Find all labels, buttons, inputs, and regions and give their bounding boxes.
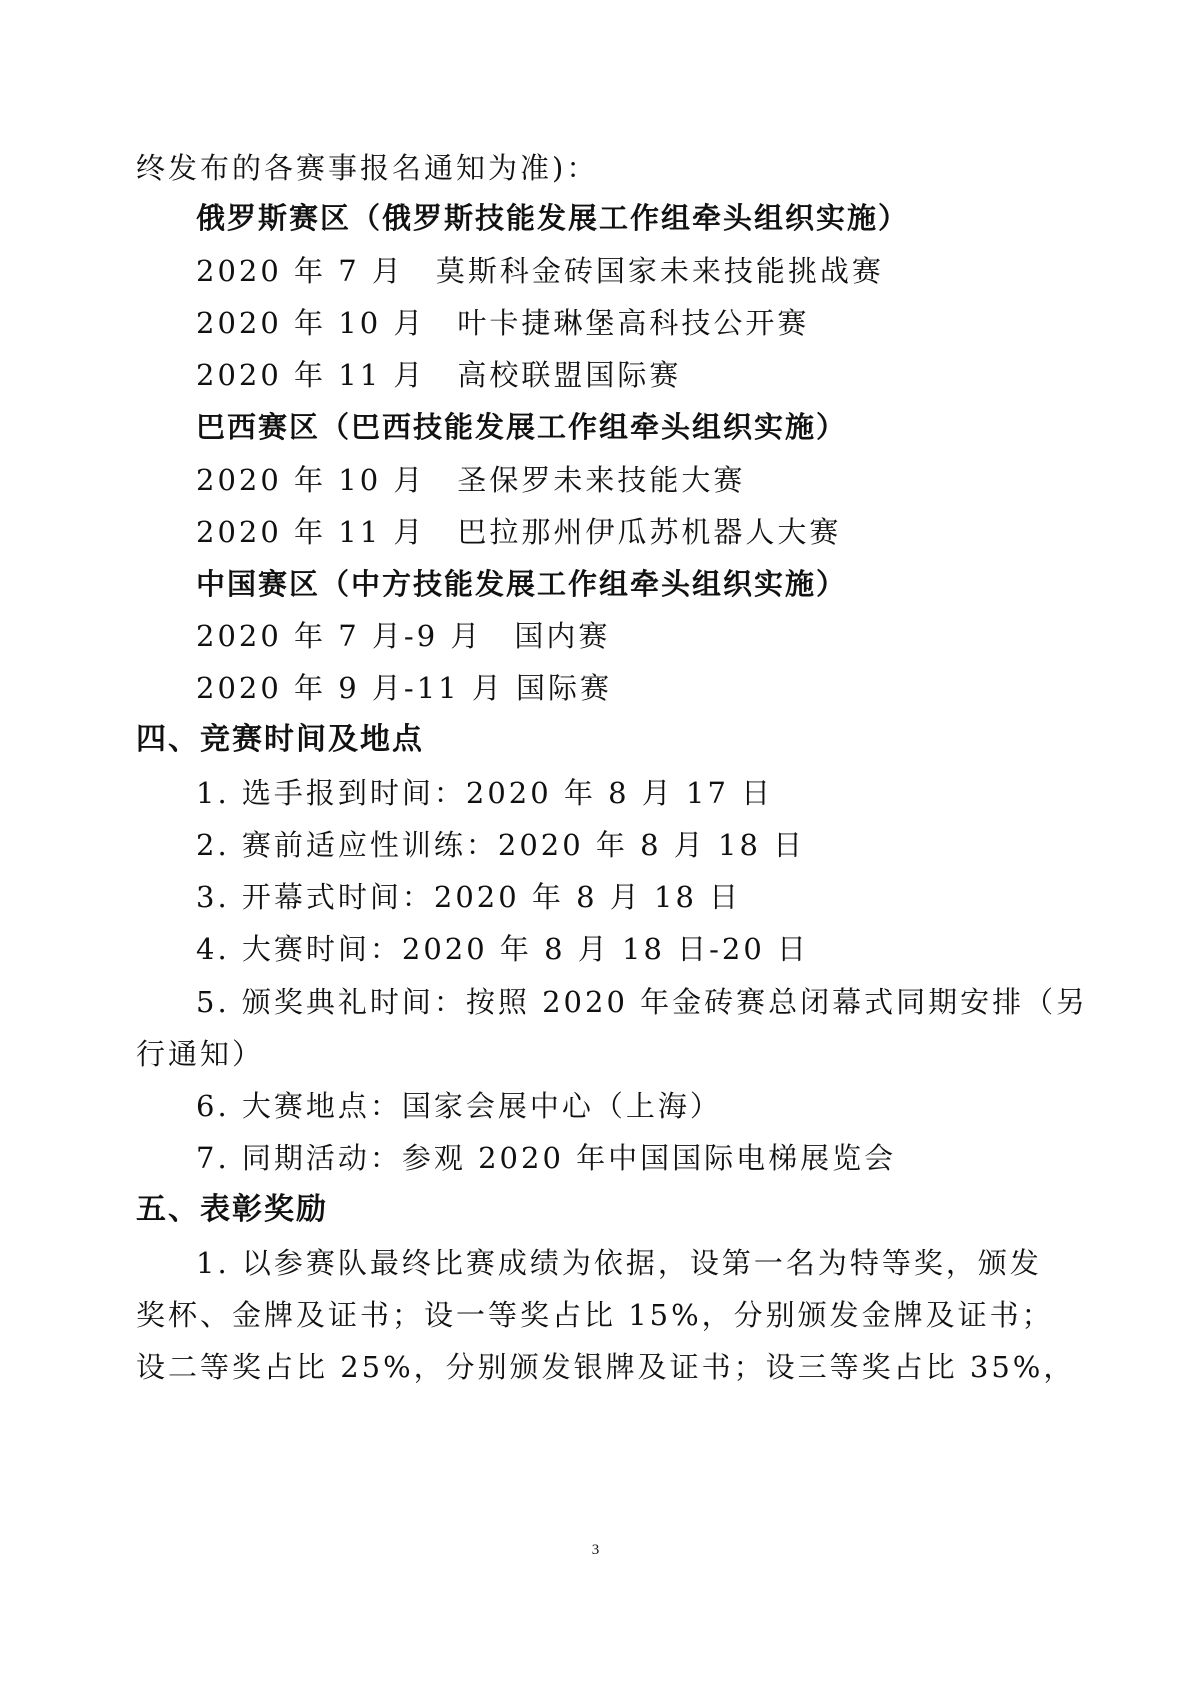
paragraph-line: 奖杯、金牌及证书；设一等奖占比 15%，分别颁发金牌及证书；: [136, 1298, 1054, 1332]
list-item: 6. 大赛地点：国家会展中心（上海）: [196, 1089, 722, 1123]
list-item: 4. 大赛时间：2020 年 8 月 18 日-20 日: [196, 932, 810, 966]
event-line: 2020 年 10 月 叶卡捷琳堡高科技公开赛: [196, 306, 810, 340]
list-item-continuation: 行通知）: [136, 1037, 265, 1071]
section-heading-4: 四、竞赛时间及地点: [136, 722, 424, 757]
section-subheading-russia: 俄罗斯赛区（俄罗斯技能发展工作组牵头组织实施）: [196, 201, 910, 235]
paragraph-line: 1. 以参赛队最终比赛成绩为依据，设第一名为特等奖，颁发: [196, 1246, 1042, 1280]
event-line: 2020 年 10 月 圣保罗未来技能大赛: [196, 463, 746, 497]
event-line: 2020 年 11 月 巴拉那州伊瓜苏机器人大赛: [196, 515, 842, 549]
paragraph-line: 设二等奖占比 25%，分别颁发银牌及证书；设三等奖占比 35%，: [136, 1350, 1076, 1384]
list-item: 7. 同期活动：参观 2020 年中国国际电梯展览会: [196, 1141, 897, 1175]
section-subheading-china: 中国赛区（中方技能发展工作组牵头组织实施）: [196, 567, 848, 601]
event-line: 2020 年 7 月 莫斯科金砖国家未来技能挑战赛: [196, 254, 884, 288]
section-heading-5: 五、表彰奖励: [136, 1192, 328, 1227]
paragraph-line: 终发布的各赛事报名通知为准)：: [136, 151, 599, 185]
page-number: 3: [591, 1542, 600, 1558]
event-line: 2020 年 7 月-9 月 国内赛: [196, 619, 611, 653]
event-line: 2020 年 9 月-11 月 国际赛: [196, 671, 613, 705]
list-item: 5. 颁奖典礼时间：按照 2020 年金砖赛总闭幕式同期安排（另: [196, 985, 1089, 1019]
list-item: 2. 赛前适应性训练：2020 年 8 月 18 日: [196, 828, 806, 862]
event-line: 2020 年 11 月 高校联盟国际赛: [196, 358, 682, 392]
list-item: 3. 开幕式时间：2020 年 8 月 18 日: [196, 880, 742, 914]
section-subheading-brazil: 巴西赛区（巴西技能发展工作组牵头组织实施）: [196, 410, 848, 444]
list-item: 1. 选手报到时间：2020 年 8 月 17 日: [196, 776, 774, 810]
